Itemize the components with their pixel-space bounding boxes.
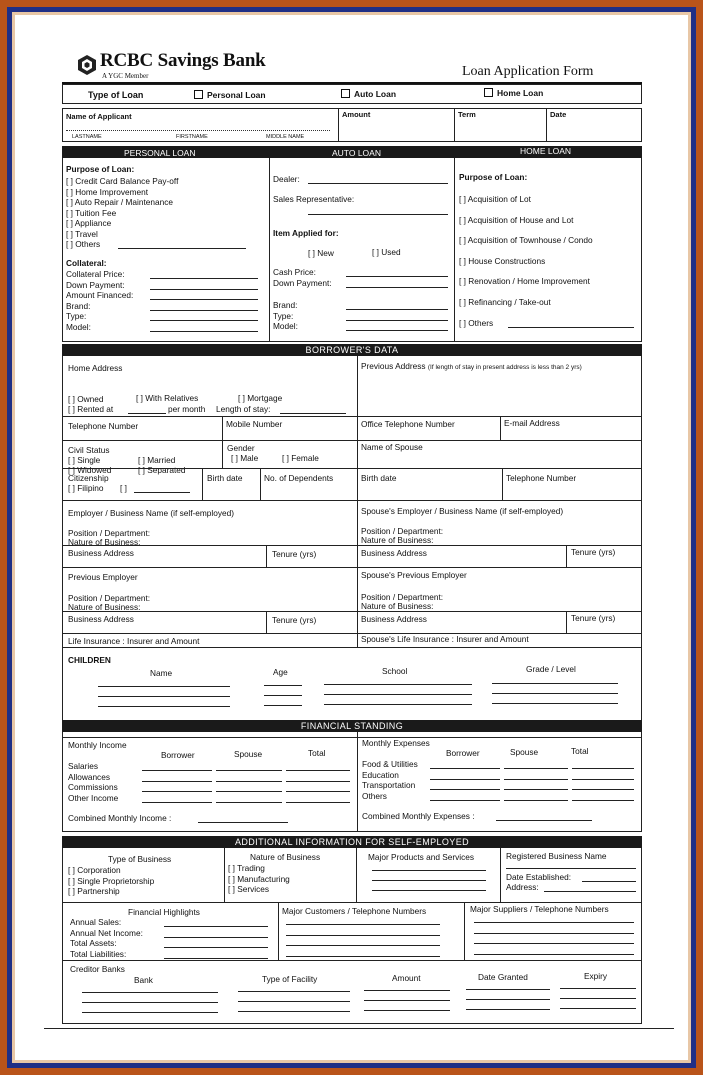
relatives-option[interactable]: [ ] With Relatives: [136, 393, 199, 403]
spouse-prev-position-label: Position / Department:: [361, 592, 444, 602]
creditor-banks-label: Creditor Banks: [70, 964, 125, 974]
date-label: Date: [550, 110, 567, 119]
personal-loan-option[interactable]: Personal Loan: [194, 90, 266, 100]
child-age-header: Age: [273, 667, 288, 677]
auto-price-field: Cash Price:: [273, 267, 316, 277]
business-address-field: Address:: [506, 882, 539, 892]
income-spouse-header: Spouse: [234, 749, 263, 759]
expense-item: Education: [362, 769, 399, 780]
home-loan-checkbox[interactable]: [484, 88, 493, 97]
type-business-label: Type of Business: [108, 854, 172, 864]
civil-status-label: Civil Status: [68, 445, 110, 455]
other-citizenship-option[interactable]: [ ]: [120, 483, 127, 493]
office-tel-label: Office Telephone Number: [361, 419, 455, 429]
prev-employer-label: Previous Employer: [68, 572, 138, 582]
collateral-field: Brand:: [66, 300, 91, 311]
spouse-employer-label: Spouse's Employer / Business Name (if self-employed): [361, 506, 564, 516]
highlight-item: Total Assets:: [70, 938, 117, 948]
telephone-label: Telephone Number: [68, 421, 139, 431]
separated-option[interactable]: [ ] Separated: [138, 464, 186, 475]
suppliers-label: Major Suppliers / Telephone Numbers: [470, 904, 609, 914]
personal-purpose-label: Purpose of Loan:: [66, 164, 135, 174]
amount-header: Amount: [392, 973, 421, 983]
home-purpose-label: Purpose of Loan:: [459, 172, 528, 182]
auto-loan-option[interactable]: Auto Loan: [341, 89, 396, 99]
home-loan-heading: HOME LOAN: [520, 146, 572, 156]
dealer-label: Dealer:: [273, 174, 300, 184]
amount-label: Amount: [342, 110, 371, 119]
financial-heading: FINANCIAL STANDING: [62, 720, 642, 732]
married-option[interactable]: [ ] Married: [138, 454, 176, 465]
income-item: Allowances: [68, 771, 110, 782]
income-item: Other Income: [68, 792, 119, 803]
spouse-prev-business-address-label: Business Address: [361, 614, 427, 624]
facility-header: Type of Facility: [262, 974, 318, 984]
auto-loan-heading: AUTO LOAN: [332, 148, 381, 158]
item-applied-label: Item Applied for:: [273, 228, 339, 238]
home-loan-option[interactable]: Home Loan: [484, 88, 543, 98]
form-title: Loan Application Form: [462, 64, 594, 79]
income-item: Salaries: [68, 761, 98, 771]
children-label: CHILDREN: [68, 655, 111, 665]
home-item[interactable]: [ ] Acquisition of House and Lot: [459, 214, 574, 225]
mobile-label: Mobile Number: [226, 419, 283, 429]
tenure-label: Tenure (yrs): [272, 549, 317, 559]
home-item[interactable]: [ ] Renovation / Home Improvement: [459, 276, 590, 286]
child-grade-header: Grade / Level: [526, 664, 576, 674]
widowed-option[interactable]: [ ] Widowed: [68, 464, 112, 475]
customers-label: Major Customers / Telephone Numbers: [282, 906, 427, 916]
personal-item[interactable]: [ ] Travel: [66, 228, 98, 239]
expense-total-header: Total: [571, 746, 589, 756]
personal-item[interactable]: [ ] Others: [66, 239, 101, 249]
registered-name-label: Registered Business Name: [506, 851, 607, 861]
nature-label: Nature of Business:: [68, 537, 141, 547]
collateral-label: Collateral:: [66, 258, 107, 268]
highlights-label: Financial Highlights: [128, 907, 200, 917]
single-option[interactable]: [ ] Single: [68, 454, 101, 465]
business-type-option[interactable]: [ ] Single Proprietorship: [68, 875, 155, 886]
personal-item[interactable]: [ ] Home Improvement: [66, 186, 149, 197]
spouse-prev-tenure-label: Tenure (yrs): [571, 613, 616, 623]
highlight-item: Annual Sales:: [70, 917, 122, 927]
spouse-nature-label: Nature of Business:: [361, 535, 434, 545]
child-name-header: Name: [150, 668, 173, 678]
spouse-birth-label: Birth date: [361, 473, 397, 483]
personal-loan-heading: PERSONAL LOAN: [124, 148, 196, 158]
lastname-label: LASTNAME: [72, 134, 102, 140]
collateral-field: Collateral Price:: [66, 269, 125, 279]
spouse-position-label: Position / Department:: [361, 526, 444, 536]
personal-item[interactable]: [ ] Tuition Fee: [66, 207, 117, 218]
products-label: Major Products and Services: [368, 852, 475, 862]
highlight-item: Annual Net Income:: [70, 927, 143, 938]
home-item[interactable]: [ ] Others: [459, 318, 494, 328]
stay-label: Length of stay:: [216, 404, 271, 414]
granted-header: Date Granted: [478, 972, 528, 982]
collateral-field: Amount Financed:: [66, 290, 134, 300]
business-type-option[interactable]: [ ] Corporation: [68, 865, 121, 875]
auto-loan-checkbox[interactable]: [341, 89, 350, 98]
additional-heading: ADDITIONAL INFORMATION FOR SELF-EMPLOYED: [62, 836, 642, 848]
loan-form-page: [26, 22, 676, 1052]
business-type-option[interactable]: [ ] Partnership: [68, 886, 120, 896]
highlight-item: Total Liabilities:: [70, 948, 127, 959]
personal-loan-checkbox[interactable]: [194, 90, 203, 99]
spouse-tel-label: Telephone Number: [506, 473, 577, 483]
expense-item: Others: [362, 790, 387, 801]
auto-model-field: Type:: [273, 310, 294, 321]
expense-item: Transportation: [362, 780, 416, 790]
auto-model-field: Model:: [273, 321, 298, 331]
prev-tenure-label: Tenure (yrs): [272, 615, 317, 625]
birth-date-label: Birth date: [207, 473, 243, 483]
spouse-tenure-label: Tenure (yrs): [571, 547, 616, 557]
new-option[interactable]: [ ] New: [308, 248, 334, 258]
bank-header: Bank: [134, 975, 153, 985]
email-label: E-mail Address: [504, 418, 560, 428]
home-item[interactable]: [ ] Acquisition of Townhouse / Condo: [459, 235, 593, 245]
owned-option[interactable]: [ ] Owned: [68, 394, 104, 404]
income-borrower-header: Borrower: [161, 750, 195, 760]
business-address-label: Business Address: [68, 548, 134, 558]
home-item[interactable]: [ ] Refinancing / Take-out: [459, 296, 551, 307]
bank-name: RCBC Savings Bank: [100, 50, 266, 71]
spouse-life-insurance-label: Spouse's Life Insurance : Insurer and Amount: [361, 634, 529, 644]
expense-item: Food & Utilities: [362, 759, 418, 769]
prev-position-label: Position / Department:: [68, 593, 151, 603]
dependents-label: No. of Dependents: [264, 473, 334, 483]
female-option[interactable]: [ ] Female: [282, 453, 319, 463]
position-label: Position / Department:: [68, 528, 151, 538]
nature-business-label: Nature of Business: [250, 852, 321, 862]
male-option[interactable]: [ ] Male: [231, 453, 259, 463]
per-month-label: per month: [168, 404, 206, 414]
income-item: Commissions: [68, 782, 118, 792]
home-address-label: Home Address: [68, 363, 123, 373]
spouse-name-label: Name of Spouse: [361, 442, 423, 452]
home-item[interactable]: [ ] Acquisition of Lot: [459, 194, 531, 204]
applicant-name-label: Name of Applicant: [66, 112, 132, 121]
expiry-header: Expiry: [584, 971, 608, 981]
collateral-field: Type:: [66, 311, 87, 321]
collateral-field: Model:: [66, 321, 91, 332]
rented-option[interactable]: [ ] Rented at: [68, 404, 114, 414]
expense-spouse-header: Spouse: [510, 747, 539, 757]
auto-price-field: Down Payment:: [273, 277, 332, 288]
expense-borrower-header: Borrower: [446, 748, 480, 758]
child-school-header: School: [382, 666, 408, 676]
combined-expenses-label: Combined Monthly Expenses :: [362, 811, 475, 821]
spouse-prev-nature-label: Nature of Business:: [361, 601, 434, 611]
combined-income-label: Combined Monthly Income :: [68, 813, 172, 823]
used-option[interactable]: [ ] Used: [372, 247, 401, 257]
citizenship-label: Citizenship: [68, 473, 109, 483]
gender-label: Gender: [227, 443, 255, 453]
prev-address-label: Previous Address (If length of stay in present address is less than 2 yrs): [361, 361, 582, 371]
rcbc-logo-icon: [76, 54, 98, 76]
employer-label: Employer / Business Name (if self-employed): [68, 508, 234, 518]
collateral-field: Down Payment:: [66, 279, 125, 290]
monthly-expenses-label: Monthly Expenses: [362, 738, 430, 748]
personal-item[interactable]: [ ] Appliance: [66, 218, 112, 228]
established-label: Date Established:: [506, 872, 572, 882]
personal-item[interactable]: [ ] Auto Repair / Maintenance: [66, 197, 174, 207]
middlename-label: MIDDLE NAME: [266, 134, 305, 140]
nature-option[interactable]: [ ] Trading: [228, 863, 265, 873]
term-label: Term: [458, 110, 476, 119]
spouse-business-address-label: Business Address: [361, 548, 427, 558]
sales-rep-label: Sales Representative:: [273, 194, 355, 204]
bank-sub: A YGC Member: [102, 72, 149, 80]
income-total-header: Total: [308, 748, 326, 758]
life-insurance-label: Life Insurance : Insurer and Amount: [68, 636, 200, 646]
spouse-prev-employer-label: Spouse's Previous Employer: [361, 570, 467, 580]
home-item[interactable]: [ ] House Constructions: [459, 255, 546, 266]
prev-business-address-label: Business Address: [68, 614, 134, 624]
mortgage-option[interactable]: [ ] Mortgage: [238, 393, 283, 403]
prev-nature-label: Nature of Business:: [68, 602, 141, 612]
firstname-label: FIRSTNAME: [176, 134, 208, 140]
borrower-heading: BORROWER'S DATA: [62, 344, 642, 356]
auto-model-field: Brand:: [273, 300, 298, 310]
monthly-income-label: Monthly Income: [68, 740, 127, 750]
filipino-option[interactable]: [ ] Filipino: [68, 483, 104, 493]
personal-item[interactable]: [ ] Credit Card Balance Pay-off: [66, 176, 179, 186]
nature-option[interactable]: [ ] Services: [228, 884, 270, 894]
loan-type-label: Type of Loan: [88, 90, 144, 100]
nature-option[interactable]: [ ] Manufacturing: [228, 873, 290, 884]
